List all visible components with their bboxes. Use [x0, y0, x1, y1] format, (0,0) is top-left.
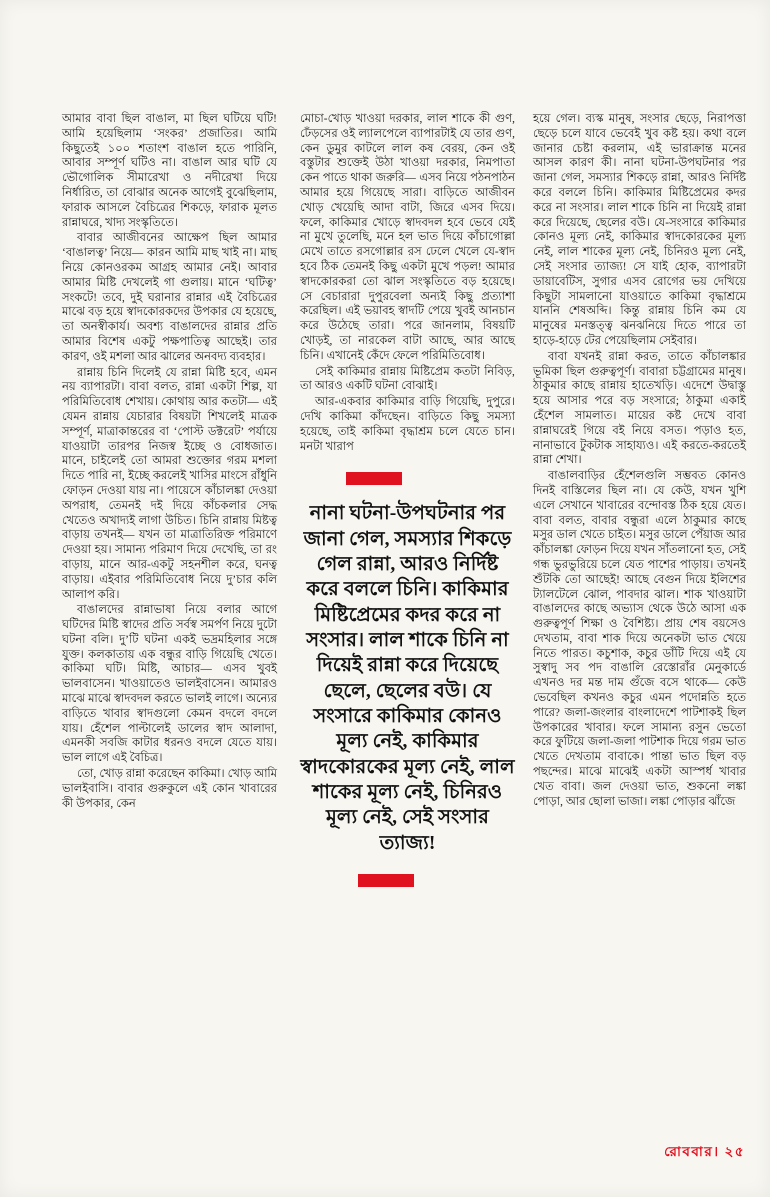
body-paragraph: সেই কাকিমার রান্নায় মিষ্টিপ্রেম কতটা নিবিড়, তা আরও একটি ঘটনা বোঝাই।: [300, 365, 515, 393]
body-paragraph: বাবার আজীবনের আক্ষেপ ছিল আমার ‘বাঙালত্ব’ নিয়ে— কারন আমি মাছ খাই না। মাছ নিয়ে কোনওরকম আগ্রহ আমার নেই। আবার আমার মিষ্টি দেখলেই গা গুলায়। মানে ‘ঘটিত্ব’ সংকটে! তবে, দুই ঘরানার রান্নার এই বৈচিত্রের মাঝে বড় হয়ে স্বাদকোরকদের উপকার যে হয়েছে, তা অনস্বীকার্য। অবশ্য বাঙালদের রান্নার প্রতি আমার বিশেষ একটু পক্ষপাতিত্ব আছেই। তার কারণ, ওই মশলা আর ঝালের অনবদ্য ব্যবহার।: [62, 232, 277, 363]
text-column-2: [300, 112, 515, 887]
body-paragraph: বাঙালবাড়ির হেঁশেলগুলি সম্ভবত কোনও দিনই বাস্তিলের ছিল না। যে কেউ, যখন খুশি এলে সেখানে খাবারের বন্দোবস্ত ঠিক হয়ে যেত। বাবা বলত, বাবার বন্ধুরা এলে ঠাকুমার কাছে মসুর ডাল খেতে চাইত। মসুর ডালে পেঁয়াজ আর কাঁচালঙ্কা ফোড়ন দিয়ে যখন সাঁতলানো হত, সেই গন্ধ ভুরভুরিয়ে চলে যেত পাশের পাড়ায়। তখনই শুঁটকি তো আছেই! আছে বেগুন দিয়ে ইলিশের ট্যালটেলে ঝোল, পাবদার ঝাল। শাক খাওয়াটা বাঙালদের কাছে অভ্যাস থেকে উঠে আসা এক গুরুত্বপূর্ণ শিক্ষা ও বৈশিষ্ট্য। প্রায় শেষ বয়সেও দেখতাম, বাবা শাক দিয়ে অনেকটা ভাত খেয়ে নিতে পারত। কচুশাক, কচুর ডাঁটি দিয়ে এই যে সুস্বাদু সব পদ বাঙালি রেস্তোরাঁর মেনুকার্ডে এখনও দর মন্ত দাম গুঁজে বসে থাকে— কেউ ভেবেছিল কখনও কচুর এমন পদোন্নতি হতে পারে? জলা-জংলার বাংলাদেশে পাটশাকই ছিল উপকারের খাবার। ফলে সামান্য রসুন ভেতো করে ফুটিয়ে জলা-জলা পাটশাক দিয়ে গরম ভাত খেতে দেখতাম বাবাকে। পান্তা ভাত ছিল বড় পছন্দের। মাঝে মাঝেই একটা আস্পর্ধ খাবার খেত বাবা। জল দেওয়া ভাত, শুকনো লঙ্কা পোড়া, আর ছোলা ভাজা। লঙ্কা পোড়ার ঝাঁজে: [533, 470, 746, 808]
pullquote-bottom-bar: [358, 874, 414, 887]
body-paragraph: রান্নায় চিনি দিলেই যে রান্না মিষ্টি হবে, এমন নয় ব্যাপারটা। বাবা বলত, রান্না একটা শিল্প, যা পরিমিতিবোধ শেখায়। কোথায় আর কতটা— এই যেমন রান্নায় যেচারার বিষয়টা শিখলেই মাত্রক সম্পূর্ণ, মাত্রাকান্তরের বা ‘পোস্ট ডক্টরেট’ পর্যায়ে যাওয়াটা তারপর নিজস্ব ইচ্ছে ও বোধজাত। মানে, চাইলেই তো আমরা শুক্তোর গরম মশলা দিতে পারি না, ইচ্ছে করলেই খাসির মাংসে রাঁধুনি ফোড়ন দেওয়া যায় না। পায়েসে কাঁচালঙ্কা দেওয়া অপরাধ, তেমনই দই দিয়ে কাঁচকলার সেদ্ধ খেতেও অখাদ্যই লাগা উচিত। চিনি রান্নায় মিষ্টত্ব বাড়ায় তখনই— যখন তা মাত্রাতিরিক্ত পরিমাণে দেওয়া হয়। সামান্য পরিমাণ দিয়ে দেখেছি, তা রং বাড়ায়, মানে আর-একটু সহনশীল করে, ঘনত্ব বাড়ায়। এইবার পরিমিতিবোধ নিয়ে দু’চার কলি আলাপ করি।: [62, 366, 277, 601]
body-paragraph: আর-একবার কাকিমার বাড়ি গিয়েছি, দুপুরে। দেখি কাকিমা কাঁদছেন। বাড়িতে কিছু সমস্যা হয়েছে, তাই কাকিমা বৃদ্ধাশ্রম চলে যেতে চান। মনটা খারাপ: [300, 396, 515, 453]
body-paragraph: তো, খোড় রান্না করেছেন কাকিমা। খোড় আমি ভালইবাসি। বাবার গুরুকুলে এই কোন খাবারের কী উপকার, কেন: [62, 768, 277, 810]
pullquote-top-bar: [346, 472, 402, 485]
body-paragraph: বাঙালদের রান্নাভাষা নিয়ে বলার আগে ঘটিদের মিষ্টি স্বাদের প্রতি সর্বস্ব সমর্পণ নিয়ে দুটো ঘটনা বলি। দু’টি ঘটনা একই ভদ্রমহিলার সঙ্গে যুক্ত। কলকাতায় এক বন্ধুর বাড়ি গিয়েছি খেতে। কাকিমা ঘটি। মিষ্টি, আচার— এসব খুবই ভালবাসেন। খাওয়াতেও ভালইবাসেন। আমারও মাঝে মাঝে স্বাদবদল করতে ভালই লাগে। অন্যের বাড়িতে খাবার স্বাদগুলো কেমন বদলে বদলে যায়। হেঁশেল পাল্টালেই ডালের স্বাদ আলাদা, এমনকী সবজি কাটার ধরনও বদলে যেতে যায়। ভাল লাগে এই বৈচিত্র।: [62, 604, 277, 765]
text-column-3: [533, 112, 746, 810]
text-column-1: [62, 112, 277, 812]
pullquote: [300, 472, 515, 887]
pullquote-text: নানা ঘটনা-উপঘটনার পর জানা গেল, সমস্যার শিকড়ে গেল রান্না, আরও নির্দিষ্ট করে বললে চিনি। কাকিমার মিষ্টিপ্রেমের কদর করে না সংসার। লাল শাকে চিনি না দিয়েই রান্না করে দিয়েছে ছেলে, ছেলের বউ। যে সংসারে কাকিমার কোনও মূল্য নেই, কাকিমার স্বাদকোরকের মূল্য নেই, লাল শাকের মূল্য নেই, চিনিরও মূল্য নেই, সেই সংসার ত্যাজ্য!: [300, 503, 515, 854]
body-paragraph: মোচা-খোড় খাওয়া দরকার, লাল শাকে কী গুণ, ঢেঁড়সের ওই ল্যালপেলে ব্যাপারটাই যে তার গুণ, কেন ডুমুর কাটলে লাল কষ বেরয়, কেন ওই বস্তুটার শুক্তেই উঠা খাওয়া দরকার, নিমপাতা কেন পাতে থাকা জরুরি— এসব নিয়ে পঠনপাঠন আমার হয়ে গিয়েছে সারা। বাড়িতে আজীবন খোড় খেয়েছি আদা বাটা, জিরে এসব দিয়ে। ফলে, কাকিমার খোড়ে স্বাদবদল হবে ভেবে যেই না মুখে তুলেছি, মনে হল ভাত দিয়ে কাঁচাগোল্লা মেখে তাতে রসগোল্লার রস ঢেলে খেলে যে-স্বাদ হবে ঠিক তেমনই কিছু একটা মুখে পড়ল! আমার স্বাদকোরকরা তো ঝাল সংস্কৃতিতে বড় হয়েছে। সে বেচারারা দুপুরবেলা অন্যই কিছু প্রত্যাশা করেছিল। এই ভয়াবহ স্বাদটি পেয়ে খুবই আনচান করে উঠেছে তারা। পরে জানলাম, বিষয়টি খোড়ই, তা নারকেল বাটা আছে, আর আছে চিনি। এখানেই কেঁদে ফেলে পরিমিতিবোধ।: [300, 113, 515, 362]
body-paragraph: বাবা যখনই রান্না করত, তাতে কাঁচালঙ্কার ভূমিকা ছিল গুরুত্বপূর্ণ। বাবারা চট্টগ্রামের মানুষ। ঠাকুমার কাছে রান্নায় হাতেখড়ি। এদেশে উদ্বাস্তু হয়ে আসার পরে বড় সংসারে; ঠাকুমা একাই হেঁশেল সামলাত। মায়ের কষ্ট দেখে বাবা রান্নাঘরেই গিয়ে বই নিয়ে বসত। পড়াও হত, নানাভাবে টুকটাক সাহায্যও। এই করতে-করতেই রান্না শেখা।: [533, 350, 746, 467]
body-paragraph: আমার বাবা ছিল বাঙাল, মা ছিল ঘটিয়ে ঘটি! আমি হয়েছিলাম ‘সংকর’ প্রজাতির। আমি কিছুতেই ১০০ শতাংশ বাঙাল হতে পারিনি, আবার সম্পূর্ণ ঘটিও না। বাঙাল আর ঘটি যে ভৌগোলিক সীমারেখা ও নদীরেখা দিয়ে নির্ধারিত, তা বোঝার অনেক আগেই বুঝেছিলাম, ফারাক আসলে বৈচিত্রের শিকড়ে, ফারাক মূলত রান্নাঘরে, খাদ্য সংস্কৃতিতে।: [62, 113, 277, 229]
page-footer-folio: রোববার। ২৫: [664, 1144, 745, 1159]
body-paragraph: হয়ে গেল। ব্যস্ক মানুষ, সংসার ছেড়ে, নিরাপত্তা ছেড়ে চলে যাবে ভেবেই খুব কষ্ট হয়। কথা বলে জানার চেষ্টা করলাম, এই ভারাক্রান্ত মনের আসল কারণ কী। নানা ঘটনা-উপঘটনার পর জানা গেল, সমস্যার শিকড়ে রান্না, আরও নির্দিষ্ট করে বললে চিনি। কাকিমার মিষ্টিপ্রেমের কদর করে না সংসার। লাল শাকে চিনি না দিয়েই রান্না করে দিয়েছে, ছেলের বউ। যে-সংসারে কাকিমার কোনও মূল্য নেই, কাকিমার স্বাদকোরকের মূল্য নেই, লাল শাকের মূল্য নেই, চিনিরও মূল্য নেই, সেই সংসার ত্যাজ্য! সে যাই হোক, ব্যাপারটা ডায়াবেটিস, সুগার এসব রোগের ভয় দেখিয়ে কিছুটা সামলানো যাওয়াতে কাকিমা বৃদ্ধাশ্রমে যাননি শেষঅব্দি। কিন্তু রান্নায় চিনি কম যে মানুষের মনস্তত্ত্ব ঝনঝনিয়ে দিতে পারে তা হাড়ে-হাড়ে টের পেয়েছিলাম সেইবার।: [533, 113, 746, 347]
